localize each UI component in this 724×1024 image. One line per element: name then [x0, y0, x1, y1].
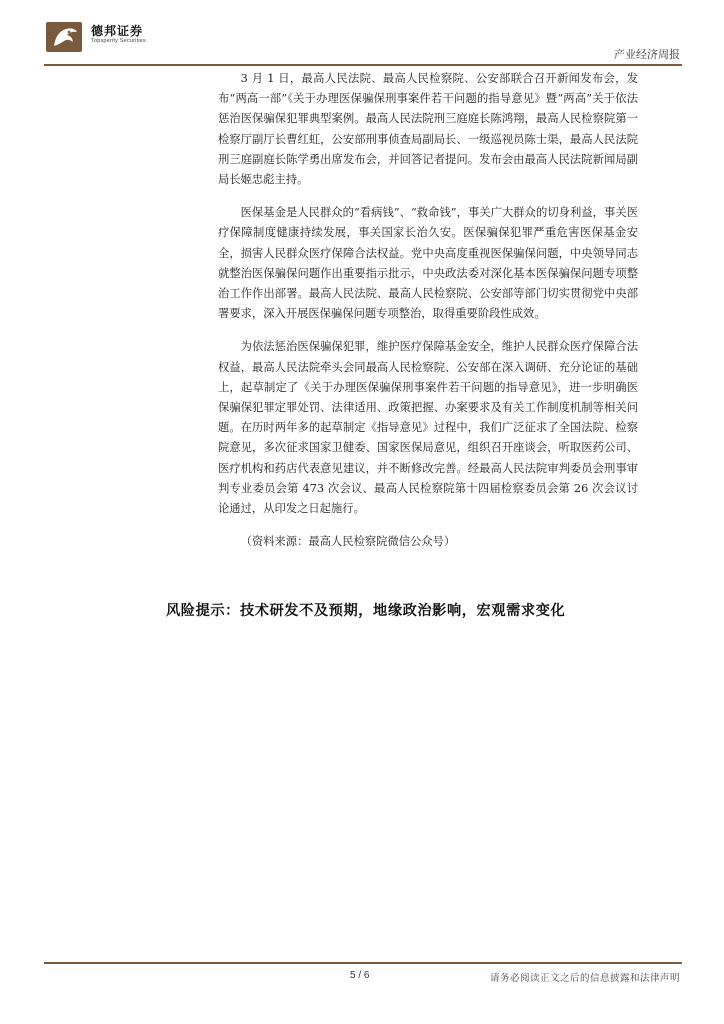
header-divider: [44, 64, 682, 66]
footer-divider: [44, 962, 682, 964]
company-name-en: Topsperity Securities: [91, 38, 146, 44]
page-header: [0, 0, 724, 72]
source-note: （资料来源：最高人民检察院微信公众号）: [240, 535, 456, 549]
legal-disclaimer: 请务必阅读正文之后的信息披露和法律声明: [489, 973, 680, 984]
logo-icon: [44, 20, 84, 54]
company-name: 德邦证券: [91, 24, 144, 38]
main-content: [218, 69, 638, 552]
report-type: 产业经济周报: [614, 48, 680, 61]
page-number: 5 / 6: [350, 970, 370, 981]
paragraph-fund-importance: 医保基金是人民群众的“看病钱”、“救命钱”，事关广大群众的切身利益，事关医疗保障制度健康持续发展，事关国家长治久安。医保骗保犯罪严重危害医保基金安全，损害人民群众医疗保障合法权益。党中央高度重视医保骗保问题，中央领导同志就整治医保骗保问题作出重要指示批示，中央政法委对深化基本医保骗保问题专项整治工作作出部署。最高人民法院、最高人民检察院、公安部等部门切实贯彻党中央部署要求，深入开展医保骗保问题专项整治，取得重要阶段性成效。: [218, 206, 638, 321]
risk-warning: 风险提示：技术研发不及预期，地缘政治影响，宏观需求变化: [166, 603, 566, 619]
paragraph-press-conference: 3 月 1 日，最高人民法院、最高人民检察院、公安部联合召开新闻发布会，发布“两高一部”《关于办理医保骗保刑事案件若干问题的指导意见》暨“两高”关于依法惩治医保骗保犯罪典型案例。最高人民法院刑三庭庭长陈鸿翔，最高人民检察院第一检察厅副厅长曹红虹，公安部刑事侦查局副局长、一级巡视员陈士渠，最高人民法院刑三庭副庭长陈学勇出席发布会，并回答记者提问。发布会由最高人民法院新闻局副局长姬忠彪主持。: [218, 72, 638, 187]
paragraph-guidance-drafting: 为依法惩治医保骗保犯罪，维护医疗保障基金安全，维护人民群众医疗保障合法权益，最高人民法院牵头会同最高人民检察院、公安部在深入调研、充分论证的基础上，起草制定了《关于办理医保骗保刑事案件若干问题的指导意见》，进一步明确医保骗保犯罪定罪处罚、法律适用、政策把握、办案要求及有关工作制度机制等相关问题。在历时两年多的起草制定《指导意见》过程中，我们广泛征求了全国法院、检察院意见，多次征求国家卫健委、国家医保局意见，组织召开座谈会，听取医药公司、医疗机构和药店代表意见建议，并不断修改完善。经最高人民法院审判委员会刑事审判专业委员会第 473 次会议、最高人民检察院第十四届检察委员会第 26 次会议讨论通过，从印发之日起施行。: [218, 340, 638, 516]
